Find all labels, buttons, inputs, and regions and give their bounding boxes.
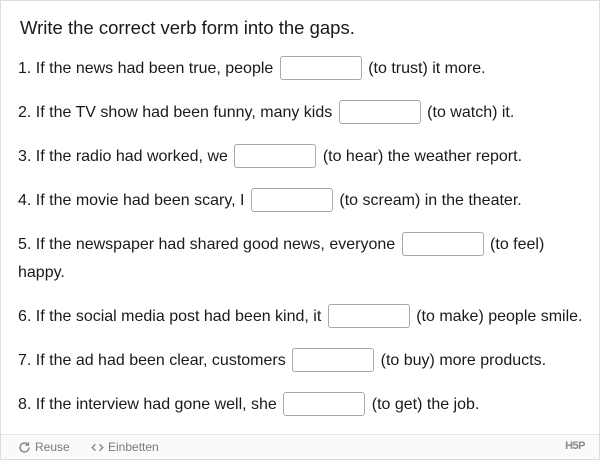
answer-input-1[interactable] [280,56,362,80]
question-6 [18,303,589,331]
question-text-before: 3. If the radio had worked, we [18,148,228,165]
refresh-icon [18,441,31,454]
answer-input-2[interactable] [339,100,421,124]
question-text-after: (to hear) the weather report. [322,148,523,165]
question-text-before: 6. If the social media post had been kind, it [18,308,322,325]
question-7 [18,347,589,375]
answer-input-8[interactable] [283,392,365,416]
question-text-before: 4. If the movie had been scary, I [18,192,245,209]
question-3 [18,143,589,171]
question-text-after: (to make) people smile. [416,308,583,325]
answer-input-3[interactable] [234,144,316,168]
task-description: Write the correct verb form into the gaps. [20,17,355,38]
question-8 [18,391,589,419]
question-text-before: 5. If the newspaper had shared good news, everyone [18,236,396,253]
question-text-before: 7. If the ad had been clear, customers [18,352,286,369]
question-text-after: (to watch) it. [427,104,515,121]
answer-input-6[interactable] [328,304,410,328]
h5p-logo[interactable]: H5P [565,440,585,452]
question-5 [18,231,559,287]
question-4 [18,187,589,215]
answer-input-5[interactable] [402,232,484,256]
question-text-after: (to feel) happy. [18,236,545,281]
reuse-button[interactable] [18,440,70,454]
question-text-before: 1. If the news had been true, people [18,60,274,77]
answer-input-7[interactable] [292,348,374,372]
question-text-before: 8. If the interview had gone well, she [18,396,277,413]
embed-button[interactable] [91,440,159,454]
question-text-after: (to trust) it more. [368,60,486,77]
question-1 [18,55,589,83]
question-text-after: (to buy) more products. [380,352,547,369]
reuse-label: Reuse [35,440,70,454]
question-text-before: 2. If the TV show had been funny, many kids [18,104,333,121]
embed-label: Einbetten [108,440,159,454]
question-text-after: (to get) the job. [371,396,480,413]
question-text-after: (to scream) in the theater. [339,192,522,209]
code-icon [91,441,104,454]
question-2 [18,99,589,127]
answer-input-4[interactable] [251,188,333,212]
h5p-actions-bar [1,434,599,459]
